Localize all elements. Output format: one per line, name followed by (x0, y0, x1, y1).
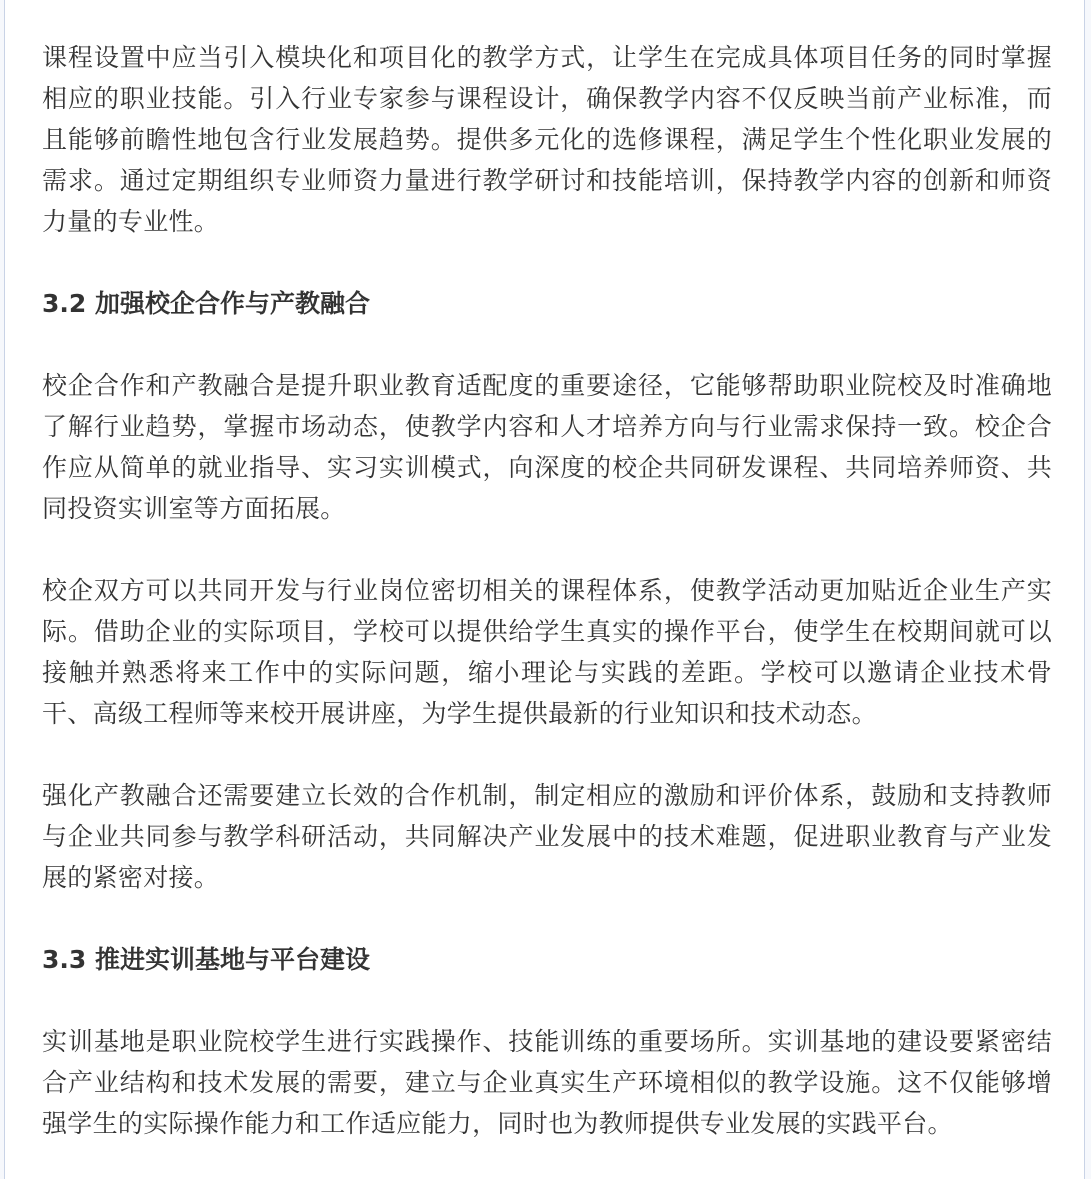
spacer (42, 529, 1052, 570)
paragraph-integration-mechanism: 强化产教融合还需要建立长效的合作机制，制定相应的激励和评价体系，鼓励和支持教师与企业共同参与教学科研活动，共同解决产业发展中的技术难题，促进职业教育与产业发展的紧密对接。 (42, 781, 1052, 892)
paragraph-curriculum: 课程设置中应当引入模块化和项目化的教学方式，让学生在完成具体项目任务的同时掌握相应的职业技能。引入行业专家参与课程设计，确保教学内容不仅反映当前产业标准，而且能够前瞻性地包含行业发展趋势。提供多元化的选修课程，满足学生个性化职业发展的需求。通过定期组织专业师资力量进行教学研讨和技能培训，保持教学内容的创新和师资力量的专业性。 (42, 43, 1052, 236)
article-content (42, 37, 1052, 1144)
spacer (42, 324, 1052, 365)
paragraph-school-enterprise: 校企合作和产教融合是提升职业教育适配度的重要途径，它能够帮助职业院校及时准确地了解行业趋势，掌握市场动态，使教学内容和人才培养方向与行业需求保持一致。校企合作应从简单的就业指导、实习实训模式，向深度的校企共同研发课程、共同培养师资、共同投资实训室等方面拓展。 (42, 371, 1052, 523)
section-heading-3-3: 3.3 推进实训基地与平台建设 (42, 945, 370, 974)
spacer (42, 980, 1052, 1021)
paragraph-joint-development: 校企双方可以共同开发与行业岗位密切相关的课程体系，使教学活动更加贴近企业生产实际。借助企业的实际项目，学校可以提供给学生真实的操作平台，使学生在校期间就可以接触并熟悉将来工作中的实际问题，缩小理论与实践的差距。学校可以邀请企业技术骨干、高级工程师等来校开展讲座，为学生提供最新的行业知识和技术动态。 (42, 576, 1052, 728)
section-heading-3-2: 3.2 加强校企合作与产教融合 (42, 289, 370, 318)
paragraph-training-base: 实训基地是职业院校学生进行实践操作、技能训练的重要场所。实训基地的建设要紧密结合产业结构和技术发展的需要，建立与企业真实生产环境相似的教学设施。这不仅能够增强学生的实际操作能力和工作适应能力，同时也为教师提供专业发展的实践平台。 (42, 1027, 1052, 1138)
spacer (42, 734, 1052, 775)
spacer (42, 242, 1052, 283)
spacer (42, 898, 1052, 939)
article-page (4, 0, 1085, 1179)
